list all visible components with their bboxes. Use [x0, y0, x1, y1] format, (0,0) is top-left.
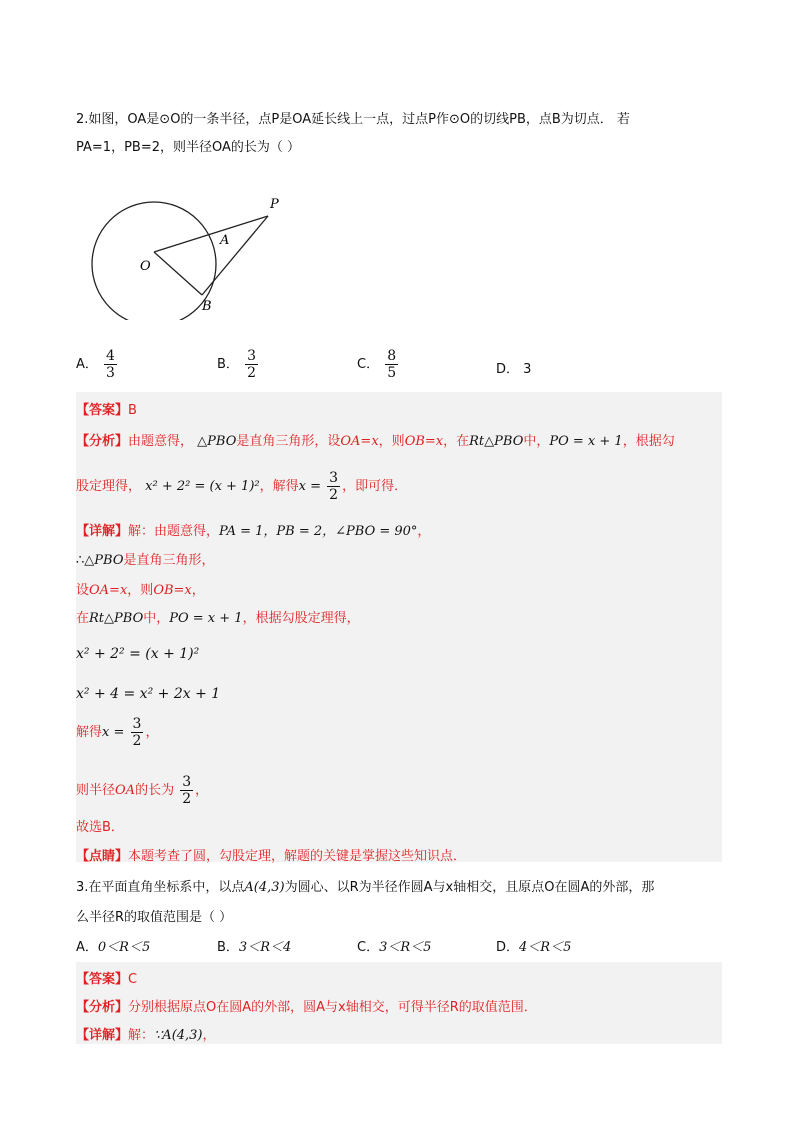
option-text: 3＜R＜4	[238, 940, 292, 955]
q2-equation-2: x² + 4 = x² + 2x + 1	[76, 686, 221, 702]
option-letter: A．	[76, 940, 98, 955]
segment-ob	[154, 252, 202, 295]
q3-option-d[interactable]	[496, 936, 571, 955]
q3-detail: 【详解】解：∵A(4,3)，	[76, 1028, 216, 1043]
q3-option-a[interactable]	[76, 936, 150, 955]
q2-option-c[interactable]	[357, 348, 400, 381]
q2-choose: 故选B．	[76, 820, 124, 835]
label-b: B	[202, 299, 212, 314]
q2-option-a[interactable]	[76, 348, 119, 381]
q2-equation-1: x² + 2² = (x + 1)²	[76, 646, 200, 662]
label-a: A	[220, 233, 230, 248]
option-fraction: $\frac{4}{3}$	[106, 348, 115, 381]
q2-stem-line1: 2.如图，OA是⊙O的一条半径，点P是OA延长线上一点，过点P作⊙O的切线PB，点B为切点． 若	[76, 112, 630, 127]
option-letter: D．	[496, 362, 520, 377]
option-text: 4＜R＜5	[519, 940, 572, 955]
q3-stem-line2: 么半径R的取值范围是（ ）	[76, 910, 233, 925]
q2-stem-line2: PA=1，PB=2，则半径OA的长为（ ）	[76, 140, 301, 155]
option-text: 0＜R＜5	[97, 940, 151, 955]
q2-answer: 【答案】B	[76, 403, 137, 418]
q2-analysis-line1: 【分析】由题意得， △PBO是直角三角形，设OA=x，则OB=x，在Rt△PBO中，PO = x + 1，根据勾	[76, 434, 675, 449]
option-letter: B．	[217, 357, 239, 372]
option-fraction: $\frac{8}{5}$	[387, 348, 397, 381]
circle-o	[92, 202, 216, 320]
q2-detail-line1: 【详解】解：由题意得，PA = 1，PB = 2，∠PBO = 90°，	[76, 524, 431, 539]
q3-analysis: 【分析】分别根据原点O在圆A的外部，圆A与x轴相交，可得半径R的取值范围．	[76, 1000, 537, 1015]
q3-option-b[interactable]	[217, 936, 291, 955]
option-letter: B．	[217, 940, 239, 955]
q3-option-c[interactable]	[357, 936, 431, 955]
segment-pb	[202, 216, 268, 295]
option-letter: C．	[357, 940, 380, 955]
segment-op	[154, 216, 268, 252]
label-p: P	[270, 197, 279, 212]
option-fraction: $\frac{3}{2}$	[247, 348, 256, 381]
option-letter: C．	[357, 357, 380, 372]
q2-detail-line3: 设OA=x，则OB=x，	[76, 583, 205, 598]
q2-detail-result: 则半径OA的长为 $\frac{3}{2}$ ，	[76, 774, 209, 807]
option-text: 3	[523, 362, 532, 377]
geometry-figure	[80, 190, 300, 320]
label-o: O	[140, 259, 151, 274]
q2-detail-line4: 在Rt△PBO中，PO = x + 1，根据勾股定理得，	[76, 611, 360, 626]
q2-comment: 【点睛】本题考查了圆，勾股定理，解题的关键是掌握这些知识点．	[76, 849, 467, 864]
q2-option-d[interactable]	[496, 358, 531, 377]
q2-detail-solve: 解得x = $\frac{3}{2}$ ，	[76, 716, 159, 749]
q3-stem-line1: 3.在平面直角坐标系中，以点A(4,3)为圆心、以R为半径作圆A与x轴相交，且原点O在圆A的外部，那	[76, 880, 655, 895]
option-letter: D．	[496, 940, 520, 955]
q2-detail-line2: ∴△PBO是直角三角形，	[76, 553, 215, 568]
option-text: 3＜R＜5	[379, 940, 432, 955]
q3-answer: 【答案】C	[76, 972, 138, 987]
q2-analysis-line2: 股定理得， x² + 2² = (x + 1)²，解得x = $\frac{3}{2}$ ，即可得．	[76, 470, 408, 503]
q2-option-b[interactable]	[217, 348, 260, 381]
option-letter: A．	[76, 357, 98, 372]
